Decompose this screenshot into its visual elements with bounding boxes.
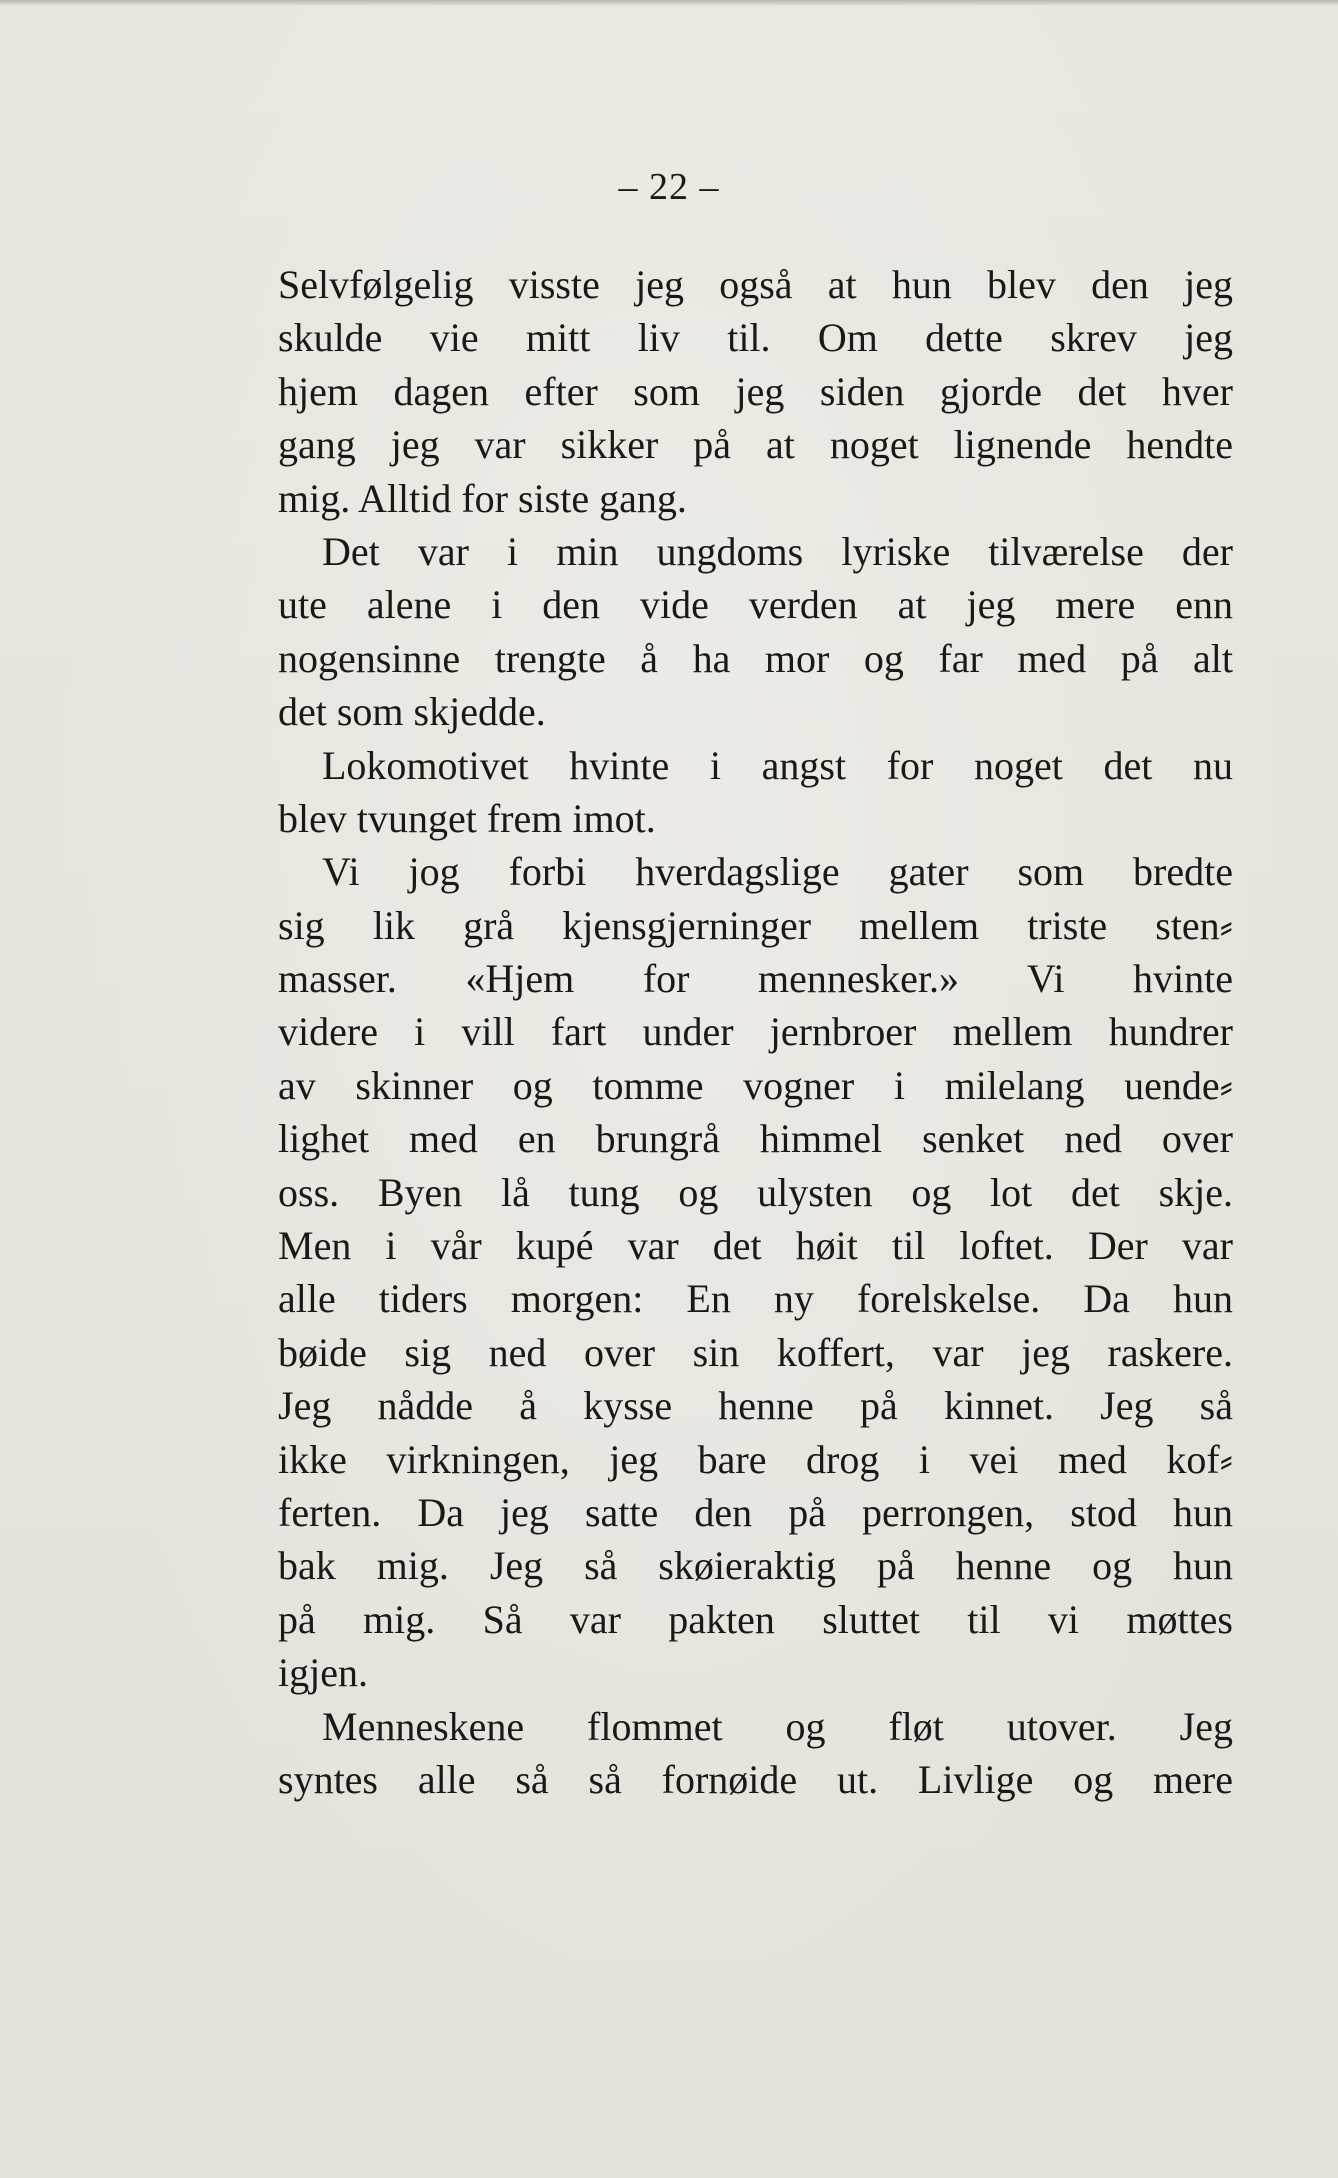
text-line: sig lik grå kjensgjerninger mellem triste sten⸗: [278, 902, 1233, 948]
text-line: Men i vår kupé var det høit til loftet. Der var: [278, 1223, 1233, 1269]
text-line: bak mig. Jeg så skøieraktig på henne og hun: [278, 1543, 1233, 1589]
text-line: bøide sig ned over sin koffert, var jeg raskere.: [278, 1329, 1233, 1375]
text-line: syntes alle så så fornøide ut. Livlige og mere: [278, 1756, 1233, 1802]
text-line: lighet med en brungrå himmel senket ned over: [278, 1116, 1233, 1162]
page-number: – 22 –: [618, 166, 720, 208]
text-line: Det var i min ungdoms lyriske tilværelse der: [322, 528, 1233, 574]
text-line: ferten. Da jeg satte den på perrongen, stod hun: [278, 1489, 1233, 1535]
text-line: masser. «Hjem for mennesker.» Vi hvinte: [278, 956, 1233, 1002]
text-line: på mig. Så var pakten sluttet til vi møttes: [278, 1596, 1233, 1642]
body-text: [278, 258, 1233, 1806]
text-line: oss. Byen lå tung og ulysten og lot det skje.: [278, 1169, 1233, 1215]
text-line: Menneskene flommet og fløt utover. Jeg: [322, 1703, 1233, 1749]
text-line: gang jeg var sikker på at noget lignende hendte: [278, 422, 1233, 468]
page-top-edge: [0, 0, 1338, 6]
text-line: blev tvunget frem imot.: [278, 795, 656, 841]
text-line: skulde vie mitt liv til. Om dette skrev jeg: [278, 315, 1233, 361]
text-line: videre i vill fart under jernbroer mellem hundrer: [278, 1009, 1233, 1055]
text-line: det som skjedde.: [278, 689, 546, 735]
text-line: av skinner og tomme vogner i milelang uende⸗: [278, 1062, 1233, 1108]
text-line: nogensinne trengte å ha mor og far med på alt: [278, 635, 1233, 681]
text-line: ikke virkningen, jeg bare drog i vei med kof⸗: [278, 1436, 1233, 1482]
text-line: Jeg nådde å kysse henne på kinnet. Jeg så: [278, 1383, 1233, 1429]
text-line: Lokomotivet hvinte i angst for noget det nu: [322, 742, 1233, 788]
text-line: Vi jog forbi hverdagslige gater som bredte: [322, 849, 1233, 895]
text-line: ute alene i den vide verden at jeg mere enn: [278, 582, 1233, 628]
text-line: hjem dagen efter som jeg siden gjorde det hver: [278, 368, 1233, 414]
text-line: igjen.: [278, 1650, 368, 1696]
text-line: alle tiders morgen: En ny forelskelse. Da hun: [278, 1276, 1233, 1322]
text-line: mig. Alltid for siste gang.: [278, 475, 687, 521]
text-line: Selvfølgelig visste jeg også at hun blev den jeg: [278, 262, 1233, 307]
